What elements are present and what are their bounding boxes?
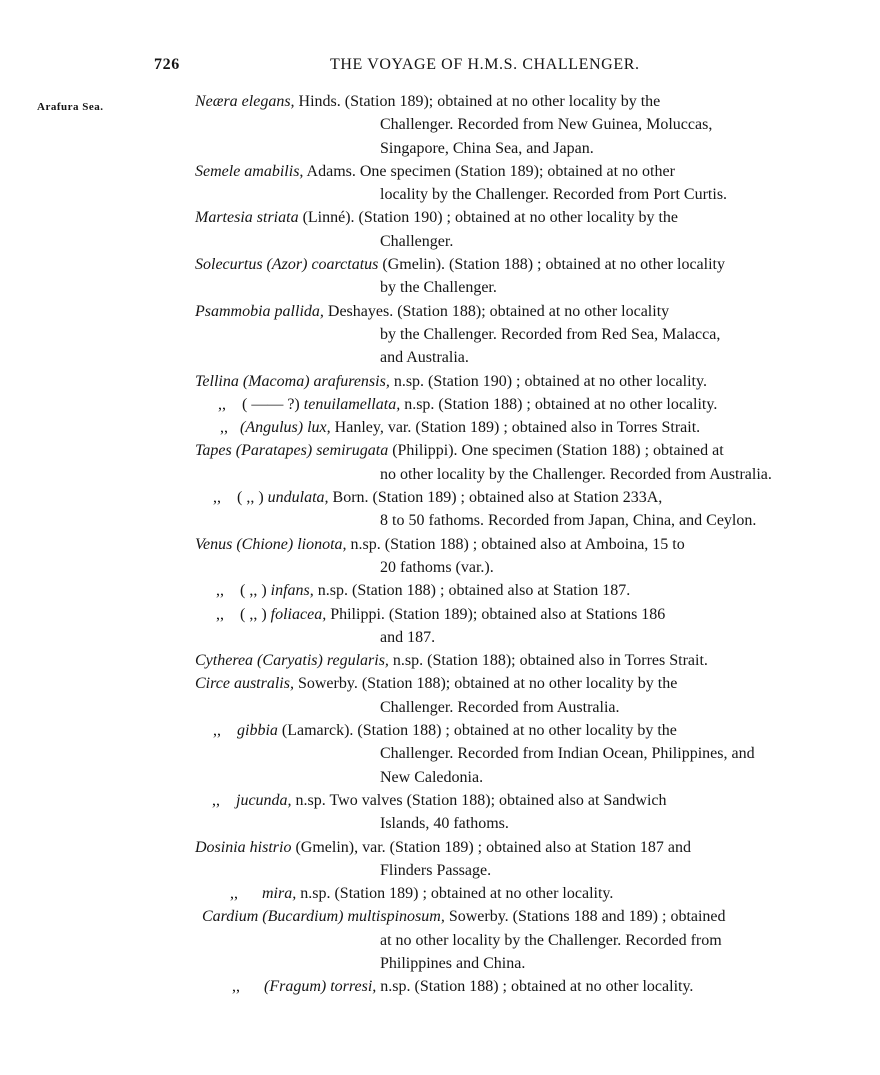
- entry-text: Born. (Station 189) ; obtained also at Station 233A,: [328, 489, 663, 507]
- species-name: Venus (Chione) lionota,: [195, 535, 347, 553]
- continuation-line: Challenger. Recorded from Australia.: [380, 698, 620, 716]
- list-item: [0, 439, 880, 462]
- continuation-line: Islands, 40 fathoms.: [380, 815, 509, 833]
- species-name: Martesia striata: [195, 209, 299, 227]
- list-item: [0, 579, 880, 602]
- ditto-mark: ,,: [213, 489, 221, 507]
- subgenus: Bucardium: [267, 908, 339, 926]
- continuation-line: Philippines and China.: [380, 954, 526, 972]
- subgenus-placeholder: ( —— ?): [242, 395, 300, 413]
- list-item: [0, 789, 880, 812]
- entry-text: Deshayes. (Station 188); obtained at no other locality: [323, 302, 670, 320]
- list-item: [0, 253, 880, 276]
- entry-text: n.sp. (Station 188) ; obtained also at Station 187.: [313, 582, 631, 600]
- entry-text: n.sp. (Station 188); obtained also in Torres Strait.: [388, 652, 708, 670]
- subgenus: Chione: [241, 535, 288, 553]
- list-item: [0, 672, 880, 695]
- continuation-line: and Australia.: [380, 349, 469, 367]
- entry-text: (Gmelin), var. (Station 189) ; obtained also at Station 187 and: [291, 838, 691, 856]
- continuation-line: no other locality by the Challenger. Recorded from Australia.: [380, 465, 772, 483]
- species-name: undulata,: [267, 489, 329, 507]
- entry-text: n.sp. (Station 190) ; obtained at no other locality.: [389, 372, 707, 390]
- list-item: [0, 905, 880, 928]
- list-item: [0, 836, 880, 859]
- ditto-mark: ,,: [216, 582, 224, 600]
- entry-text: Adams. One specimen (Station 189); obtained at no other: [303, 162, 675, 180]
- entry-text: (Philippi). One specimen (Station 188) ; obtained at: [388, 442, 724, 460]
- list-item: [0, 300, 880, 323]
- list-item: [0, 206, 880, 229]
- species-name: foliacea,: [270, 605, 327, 623]
- running-title: THE VOYAGE OF H.M.S. CHALLENGER.: [330, 56, 640, 73]
- margin-note: Arafura Sea.: [37, 101, 104, 113]
- entry-text: n.sp. Two valves (Station 188); obtained also at Sandwich: [291, 791, 667, 809]
- species-name: torresi,: [330, 978, 377, 996]
- list-item: [0, 719, 880, 742]
- entry-text: Sowerby. (Stations 188 and 189) ; obtained: [444, 908, 726, 926]
- subgenus: Paratapes: [241, 442, 307, 460]
- list-item: [0, 882, 880, 905]
- entry-text: (Gmelin). (Station 188) ; obtained at no other locality: [378, 256, 725, 274]
- subgenus: Azor: [271, 256, 303, 274]
- list-item: [0, 603, 880, 626]
- entry-text: Hinds. (Station 189); obtained at no other locality by the: [294, 93, 661, 110]
- species-name: tenuilamellata,: [303, 395, 401, 413]
- species-name: Cytherea (Caryatis) regularis,: [195, 652, 389, 670]
- continuation-line: locality by the Challenger. Recorded from Port Curtis.: [380, 186, 728, 204]
- ditto-mark: ,,: [230, 885, 238, 903]
- subgenus-placeholder: ( ,, ): [240, 582, 267, 600]
- list-item: [0, 416, 880, 439]
- entry-text: Hanley, var. (Station 189) ; obtained also in Torres Strait.: [330, 419, 701, 437]
- ditto-mark: ,,: [220, 419, 228, 437]
- list-item: [0, 393, 880, 416]
- ditto-mark: ,,: [232, 978, 240, 996]
- species-name: Neæra elegans,: [195, 93, 295, 110]
- continuation-line: Flinders Passage.: [380, 861, 492, 879]
- continuation-line: Singapore, China Sea, and Japan.: [380, 139, 594, 157]
- species-name: jucunda,: [236, 791, 292, 809]
- entry-text: n.sp. (Station 189) ; obtained at no other locality.: [296, 885, 614, 903]
- subgenus: (Fragum): [264, 978, 327, 996]
- ditto-mark: ,,: [212, 791, 220, 809]
- entry-text: (Linné). (Station 190) ; obtained at no other locality by the: [298, 209, 679, 227]
- page-number: 726: [154, 56, 180, 73]
- page-header: [150, 56, 850, 80]
- list-item: [0, 90, 880, 113]
- ditto-mark: ,,: [218, 395, 226, 413]
- entry-text: (Lamarck). (Station 188) ; obtained at no other locality by the: [277, 722, 677, 740]
- subgenus-placeholder: ( ,, ): [237, 489, 264, 507]
- subgenus: Macoma: [248, 372, 305, 390]
- subgenus: (Angulus): [240, 419, 304, 437]
- ditto-mark: ,,: [216, 605, 224, 623]
- list-item: [0, 486, 880, 509]
- species-name: mira,: [262, 885, 297, 903]
- list-item: [0, 975, 880, 998]
- entry-text: Sowerby. (Station 188); obtained at no other locality by the: [293, 675, 678, 693]
- ditto-mark: ,,: [213, 722, 221, 740]
- list-item: [0, 370, 880, 393]
- entry-text: Philippi. (Station 189); obtained also at Stations 186: [326, 605, 666, 623]
- continuation-line: and 187.: [380, 628, 436, 646]
- continuation-line: New Caledonia.: [380, 768, 484, 786]
- list-item: [0, 533, 880, 556]
- continuation-line: by the Challenger.: [380, 279, 497, 297]
- subgenus-placeholder: ( ,, ): [240, 605, 267, 623]
- entry-text: n.sp. (Station 188) ; obtained at no other locality.: [400, 395, 718, 413]
- subgenus: Caryatis: [262, 652, 318, 670]
- species-name: Tapes (Paratapes) semirugata: [195, 442, 389, 460]
- species-name: infans,: [270, 582, 314, 600]
- species-name: Semele amabilis,: [195, 162, 304, 180]
- continuation-line: Challenger.: [380, 232, 454, 250]
- species-name: gibbia: [237, 722, 278, 740]
- entry-text: n.sp. (Station 188) ; obtained also at Amboina, 15 to: [346, 535, 685, 553]
- species-list: [0, 90, 880, 999]
- species-name: Solecurtus (Azor) coarctatus: [195, 256, 379, 274]
- continuation-line: Challenger. Recorded from New Guinea, Moluccas,: [380, 116, 713, 134]
- continuation-line: Challenger. Recorded from Indian Ocean, Philippines, and: [380, 745, 755, 763]
- entry-text: n.sp. (Station 188) ; obtained at no other locality.: [376, 978, 694, 996]
- continuation-line: 8 to 50 fathoms. Recorded from Japan, China, and Ceylon.: [380, 512, 757, 530]
- list-item: [0, 160, 880, 183]
- continuation-line: at no other locality by the Challenger. Recorded from: [380, 931, 722, 949]
- species-name: Cardium (Bucardium) multispinosum,: [202, 908, 445, 926]
- species-name: Dosinia histrio: [195, 838, 292, 856]
- species-name: Circe australis,: [195, 675, 294, 693]
- species-name: Tellina (Macoma) arafurensis,: [195, 372, 390, 390]
- list-item: [0, 649, 880, 672]
- continuation-line: by the Challenger. Recorded from Red Sea, Malacca,: [380, 325, 721, 343]
- continuation-line: 20 fathoms (var.).: [380, 558, 494, 576]
- species-name: Psammobia pallida,: [195, 302, 324, 320]
- species-name: lux,: [307, 419, 331, 437]
